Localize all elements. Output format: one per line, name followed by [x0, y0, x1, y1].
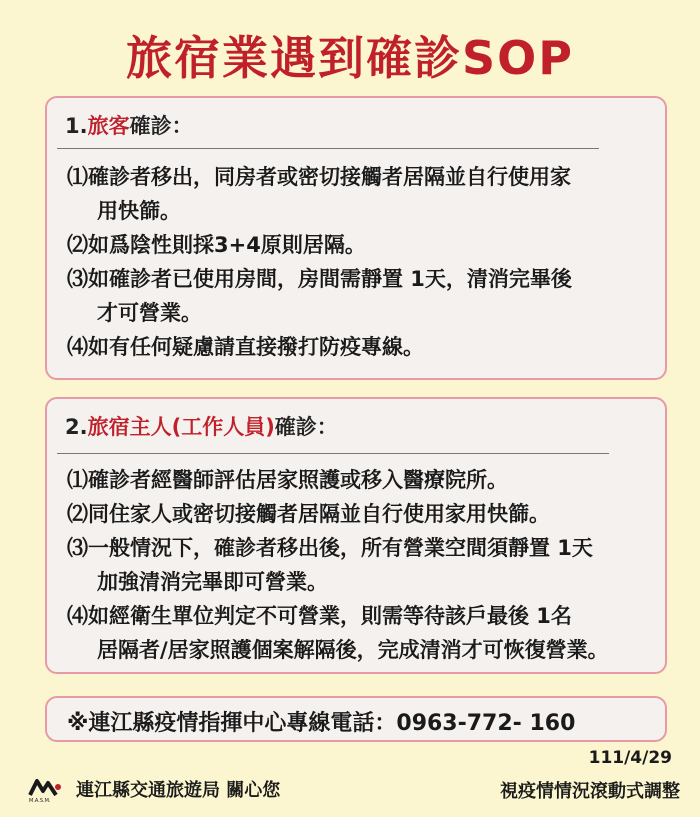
date-label: 111/4/29 — [588, 748, 672, 768]
list-item: ⑷如有任何疑慮請直接撥打防疫專線。 — [67, 335, 424, 359]
heading-highlight: 旅宿主人(工作人員) — [87, 415, 275, 439]
divider — [57, 148, 599, 149]
list-item: ⑵如爲陰性則採3+4原則居隔。 — [67, 233, 366, 257]
hotline-box — [45, 696, 667, 742]
heading-highlight: 旅客 — [87, 114, 130, 138]
traveler-steps-list — [67, 160, 661, 364]
list-item: ⑷如經衛生單位判定不可營業，則需等待該戶最後 1名 居隔者/居家照護個案解隔後，完成清消才可恢復營業。 — [67, 604, 609, 662]
hotline-text: ※連江縣疫情指揮中心專線電話：0963-772- 160 — [67, 711, 576, 736]
list-item: ⑵同住家人或密切接觸者居隔並自行使用家用快篩。 — [67, 502, 550, 526]
list-item: ⑶如確診者已使用房間，房間需靜置 1天，清消完畢後 才可營業。 — [67, 267, 572, 325]
adjustment-note: 視疫情情況滾動式調整 — [500, 781, 680, 802]
traveler-section-card — [45, 96, 667, 380]
host-section-heading: 2.旅宿主人(工作人員)確診： — [65, 415, 338, 439]
list-item: ⑶一般情況下，確診者移出後，所有營業空間須靜置 1天 加強清消完畢即可營業。 — [67, 536, 593, 594]
host-section-card — [45, 397, 667, 674]
list-item: ⑴確診者經醫師評估居家照護或移入醫療院所。 — [67, 468, 508, 492]
page-title: 旅宿業遇到確診SOP — [126, 31, 574, 85]
bureau-logo-icon — [28, 777, 64, 801]
traveler-section-heading: 1.旅客確診： — [65, 114, 193, 138]
footer — [28, 776, 280, 802]
host-steps-list — [67, 463, 661, 667]
divider — [57, 453, 609, 454]
list-item: ⑴確診者移出，同房者或密切接觸者居隔並自行使用家 用快篩。 — [67, 165, 571, 223]
footer-org-text: 連江縣交通旅遊局 關心您 — [76, 780, 281, 801]
svg-text:M.A.S.M.: M.A.S.M. — [29, 798, 51, 803]
